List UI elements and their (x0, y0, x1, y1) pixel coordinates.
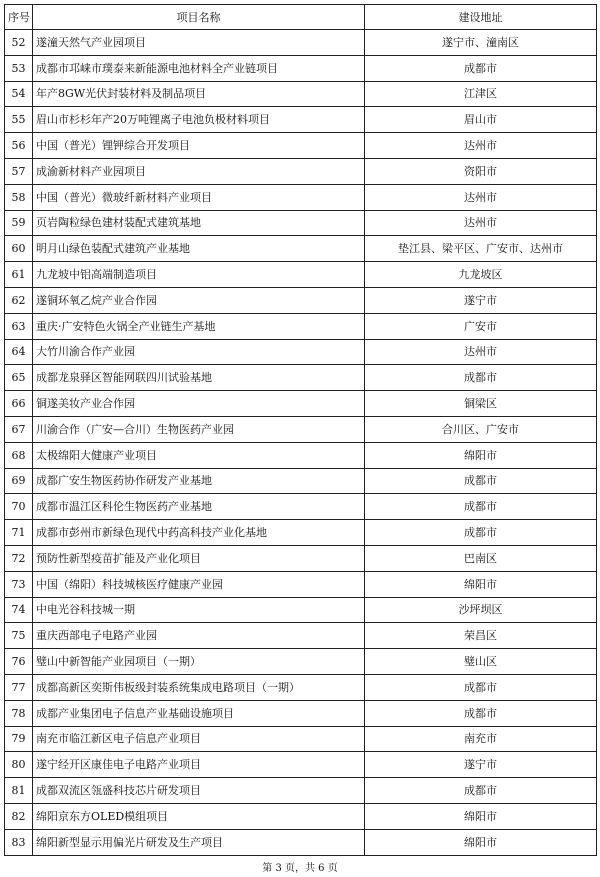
table-row (5, 571, 597, 597)
row-location: 遂宁市 (365, 287, 597, 313)
table-row (5, 313, 597, 339)
row-project-name: 成渝新材料产业园项目 (33, 158, 365, 184)
row-location: 广安市 (365, 313, 597, 339)
row-number: 64 (5, 339, 33, 365)
row-number: 59 (5, 210, 33, 236)
row-location: 荣昌区 (365, 623, 597, 649)
row-project-name: 九龙坡中铝高端制造项目 (33, 262, 365, 288)
row-number: 62 (5, 287, 33, 313)
row-project-name: 绵阳京东方OLED模组项目 (33, 803, 365, 829)
table-row (5, 391, 597, 417)
row-project-name: 中电光谷科技城一期 (33, 597, 365, 623)
row-location: 达州市 (365, 210, 597, 236)
row-number: 70 (5, 494, 33, 520)
row-location: 九龙坡区 (365, 262, 597, 288)
row-project-name: 遂铜环氧乙烷产业合作园 (33, 287, 365, 313)
row-number: 76 (5, 649, 33, 675)
table-row (5, 442, 597, 468)
row-location: 成都市 (365, 674, 597, 700)
row-project-name: 中国（普光）锂钾综合开发项目 (33, 133, 365, 159)
row-number: 73 (5, 571, 33, 597)
row-number: 75 (5, 623, 33, 649)
table-row (5, 468, 597, 494)
row-number: 60 (5, 236, 33, 262)
row-location: 眉山市 (365, 107, 597, 133)
row-project-name: 成都市邛崃市璞泰来新能源电池材料全产业链项目 (33, 55, 365, 81)
table-row (5, 545, 597, 571)
table-row (5, 416, 597, 442)
row-number: 56 (5, 133, 33, 159)
row-project-name: 南充市临江新区电子信息产业项目 (33, 726, 365, 752)
row-location: 江津区 (365, 81, 597, 107)
table-row (5, 494, 597, 520)
row-location: 达州市 (365, 133, 597, 159)
row-number: 66 (5, 391, 33, 417)
row-project-name: 遂潼天然气产业园项目 (33, 30, 365, 56)
row-location: 绵阳市 (365, 571, 597, 597)
row-location: 成都市 (365, 468, 597, 494)
row-number: 54 (5, 81, 33, 107)
row-project-name: 预防性新型疫苗扩能及产业化项目 (33, 545, 365, 571)
row-project-name: 成都龙泉驿区智能网联四川试验基地 (33, 365, 365, 391)
table-row (5, 287, 597, 313)
row-project-name: 太极绵阳大健康产业项目 (33, 442, 365, 468)
row-location: 绵阳市 (365, 829, 597, 855)
row-number: 78 (5, 700, 33, 726)
row-number: 68 (5, 442, 33, 468)
header-number: 序号 (5, 5, 33, 30)
row-number: 53 (5, 55, 33, 81)
table-row (5, 597, 597, 623)
header-location: 建设地址 (365, 5, 597, 30)
table-row (5, 674, 597, 700)
row-location: 达州市 (365, 339, 597, 365)
row-project-name: 重庆·广安特色火锅全产业链生产基地 (33, 313, 365, 339)
table-row (5, 339, 597, 365)
table-row (5, 649, 597, 675)
table-header-row (5, 5, 597, 30)
row-project-name: 眉山市杉杉年产20万吨锂离子电池负极材料项目 (33, 107, 365, 133)
row-project-name: 成都市彭州市新绿色现代中药高科技产业化基地 (33, 520, 365, 546)
row-location: 巴南区 (365, 545, 597, 571)
row-project-name: 遂宁经开区康佳电子电路产业项目 (33, 752, 365, 778)
row-location: 资阳市 (365, 158, 597, 184)
table-row (5, 210, 597, 236)
row-project-name: 成都市温江区科伦生物医药产业基地 (33, 494, 365, 520)
row-number: 61 (5, 262, 33, 288)
row-project-name: 大竹川渝合作产业园 (33, 339, 365, 365)
table-row (5, 30, 597, 56)
table-row (5, 158, 597, 184)
table-row (5, 107, 597, 133)
row-project-name: 中国（绵阳）科技城核医疗健康产业园 (33, 571, 365, 597)
row-number: 82 (5, 803, 33, 829)
row-location: 成都市 (365, 365, 597, 391)
header-project-name: 项目名称 (33, 5, 365, 30)
project-table (4, 4, 597, 856)
row-number: 81 (5, 778, 33, 804)
row-location: 达州市 (365, 184, 597, 210)
table-row (5, 700, 597, 726)
row-location: 成都市 (365, 520, 597, 546)
row-number: 80 (5, 752, 33, 778)
row-project-name: 成都广安生物医药协作研发产业基地 (33, 468, 365, 494)
row-number: 77 (5, 674, 33, 700)
row-project-name: 页岩陶粒绿色建材装配式建筑基地 (33, 210, 365, 236)
row-location: 沙坪坝区 (365, 597, 597, 623)
row-location: 成都市 (365, 778, 597, 804)
row-location: 成都市 (365, 494, 597, 520)
table-row (5, 236, 597, 262)
row-project-name: 成都双流区瓴盛科技芯片研发项目 (33, 778, 365, 804)
row-project-name: 川渝合作（广安—合川）生物医药产业园 (33, 416, 365, 442)
row-location: 遂宁市 (365, 752, 597, 778)
table-row (5, 803, 597, 829)
row-project-name: 中国（普光）微玻纤新材料产业项目 (33, 184, 365, 210)
row-number: 55 (5, 107, 33, 133)
row-location: 垫江县、梁平区、广安市、达州市 (365, 236, 597, 262)
row-number: 79 (5, 726, 33, 752)
row-location: 成都市 (365, 55, 597, 81)
row-project-name: 铜遂美妆产业合作园 (33, 391, 365, 417)
row-number: 58 (5, 184, 33, 210)
table-row (5, 778, 597, 804)
row-number: 69 (5, 468, 33, 494)
row-location: 南充市 (365, 726, 597, 752)
row-number: 67 (5, 416, 33, 442)
row-location: 成都市 (365, 700, 597, 726)
table-row (5, 752, 597, 778)
row-project-name: 年产8GW光伏封装材料及制品项目 (33, 81, 365, 107)
table-row (5, 623, 597, 649)
row-number: 63 (5, 313, 33, 339)
row-number: 71 (5, 520, 33, 546)
row-number: 65 (5, 365, 33, 391)
table-row (5, 726, 597, 752)
row-project-name: 成都高新区奕斯伟板级封装系统集成电路项目（一期） (33, 674, 365, 700)
row-number: 57 (5, 158, 33, 184)
row-project-name: 璧山中新智能产业园项目（一期） (33, 649, 365, 675)
row-number: 83 (5, 829, 33, 855)
row-location: 绵阳市 (365, 803, 597, 829)
row-project-name: 明月山绿色装配式建筑产业基地 (33, 236, 365, 262)
table-row (5, 55, 597, 81)
row-location: 绵阳市 (365, 442, 597, 468)
row-location: 璧山区 (365, 649, 597, 675)
table-row (5, 81, 597, 107)
table-row (5, 184, 597, 210)
row-number: 52 (5, 30, 33, 56)
table-row (5, 829, 597, 855)
row-project-name: 绵阳新型显示用偏光片研发及生产项目 (33, 829, 365, 855)
row-number: 72 (5, 545, 33, 571)
row-location: 遂宁市、潼南区 (365, 30, 597, 56)
table-row (5, 262, 597, 288)
page-footer: 第 3 页，共 6 页 (262, 863, 338, 874)
table-row (5, 133, 597, 159)
table-row (5, 365, 597, 391)
row-project-name: 成都产业集团电子信息产业基础设施项目 (33, 700, 365, 726)
table-row (5, 520, 597, 546)
row-number: 74 (5, 597, 33, 623)
row-location: 铜梁区 (365, 391, 597, 417)
row-project-name: 重庆西部电子电路产业园 (33, 623, 365, 649)
row-location: 合川区、广安市 (365, 416, 597, 442)
